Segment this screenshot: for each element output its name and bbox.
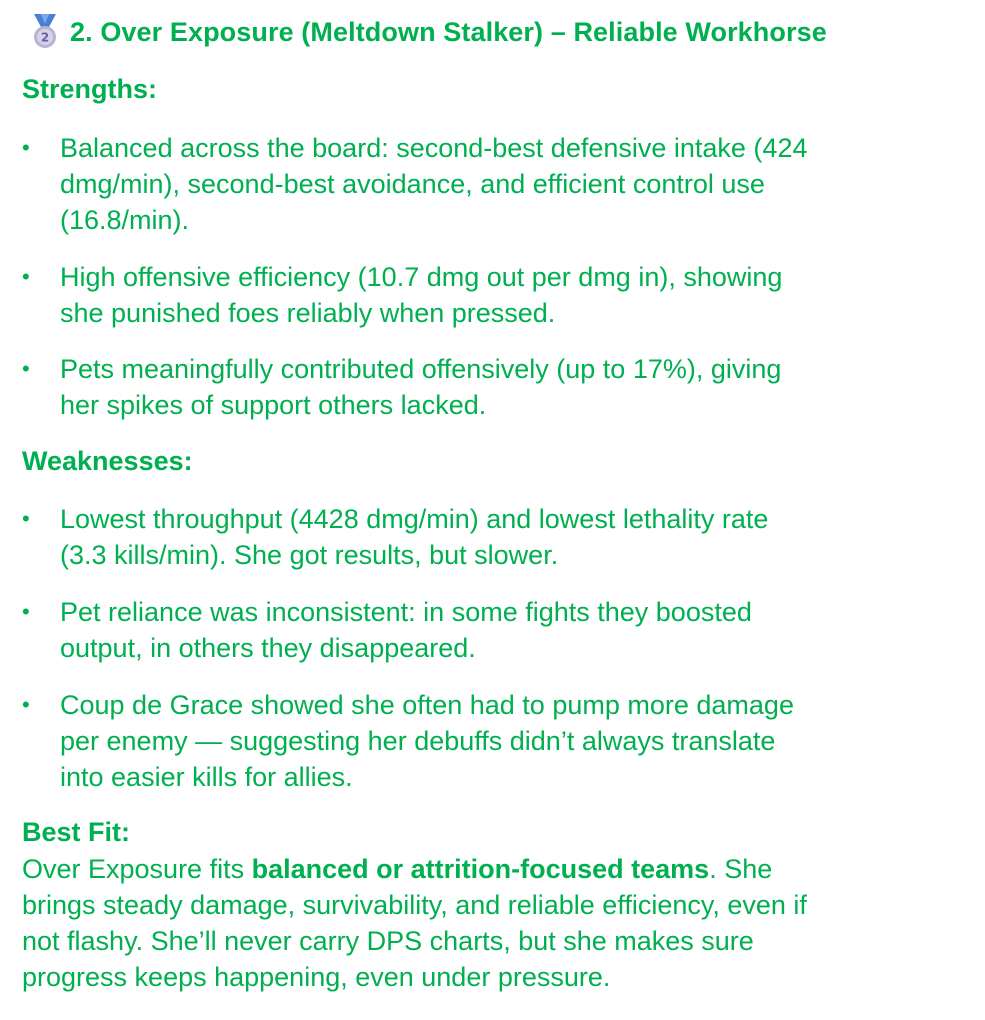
best-fit-paragraph — [22, 851, 972, 995]
strength-text-3: Pets meaningfully contributed offensively (up to 17%), giving her spikes of support others lacked. — [60, 354, 782, 420]
title-row — [30, 14, 827, 50]
best-fit-line-2: brings steady damage, survivability, and reliable efficiency, even if — [22, 890, 807, 920]
bullet-icon: • — [22, 264, 30, 289]
strengths-heading: Strengths: — [22, 74, 157, 104]
best-fit-line-3: not flashy. She’ll never carry DPS charts, but she makes sure — [22, 926, 754, 956]
best-fit-line-1: Over Exposure fits balanced or attrition-focused teams. She — [22, 854, 773, 884]
weaknesses-heading: Weaknesses: — [22, 446, 193, 476]
page-title: 2. Over Exposure (Meltdown Stalker) – Reliable Workhorse — [70, 16, 827, 47]
strength-text-2: High offensive efficiency (10.7 dmg out per dmg in), showing she punished foes reliably when pressed. — [60, 262, 783, 328]
weakness-text-1: Lowest throughput (4428 dmg/min) and lowest lethality rate (3.3 kills/min). She got results, but slower. — [60, 504, 769, 570]
best-fit-line-4: progress keeps happening, even under pressure. — [22, 962, 611, 992]
best-fit-heading: Best Fit: — [22, 817, 130, 847]
weakness-text-2: Pet reliance was inconsistent: in some fights they boosted output, in others they disappeared. — [60, 597, 752, 663]
bullet-icon: • — [22, 599, 30, 624]
best-fit-emphasis: balanced or attrition-focused teams — [251, 854, 710, 884]
weakness-text-3: Coup de Grace showed she often had to pump more damage per enemy — suggesting her debuffs didn’t always translate into easier kills for allies. — [60, 690, 794, 792]
bullet-icon: • — [22, 135, 30, 160]
bullet-icon: • — [22, 506, 30, 531]
second-place-medal-icon — [30, 14, 60, 50]
medal-number: 2 — [40, 30, 50, 45]
bullet-icon: • — [22, 692, 30, 717]
bullet-icon: • — [22, 356, 30, 381]
strength-text-1: Balanced across the board: second-best defensive intake (424 dmg/min), second-best avoidance, and efficient control use (16.8/min). — [60, 133, 808, 235]
